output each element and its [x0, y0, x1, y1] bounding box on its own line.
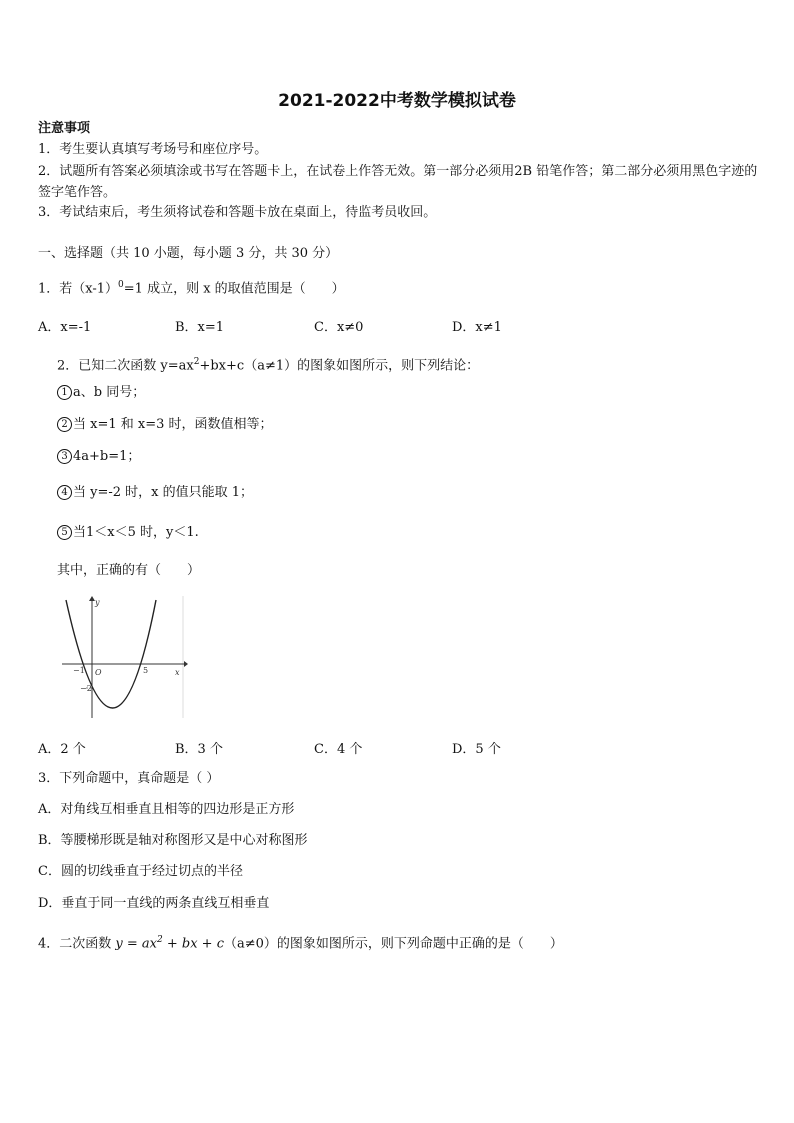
q2-option-a[interactable]: A．2 个: [38, 742, 86, 757]
q2-stem-b: +bx+c（a≠1）的图象如图所示，则下列结论：: [199, 358, 480, 374]
q4-formula-a: y = ax: [115, 936, 157, 952]
q2-statement-3-text: 4a+b=1；: [73, 449, 141, 464]
notice-item-3: 3．考试结束后，考生须将试卷和答题卡放在桌面上，待监考员收回。: [38, 205, 437, 220]
q3-option-c[interactable]: C．圆的切线垂直于经过切点的半径: [38, 864, 243, 879]
label-neg2: −2: [80, 684, 92, 693]
q2-statement-5-text: 当1＜x＜5 时，y＜1.: [73, 525, 199, 540]
question-1-stem: [38, 275, 345, 299]
q1-option-a[interactable]: A．x=-1: [38, 320, 92, 335]
q2-statement-1-text: a、b 同号；: [73, 385, 146, 400]
label-five: 5: [143, 666, 149, 675]
q1-option-c[interactable]: C．x≠0: [314, 320, 364, 335]
q2-statement-4: [57, 483, 253, 503]
q3-option-d[interactable]: D．垂直于同一直线的两条直线互相垂直: [38, 896, 270, 911]
q2-statement-3: [57, 447, 140, 467]
label-origin: O: [95, 668, 102, 677]
q2-statement-1: [57, 383, 145, 403]
notice-item-1: 1．考生要认真填写考场号和座位序号。: [38, 142, 268, 157]
parabola-graph: [60, 594, 190, 720]
q2-exponent: 2: [193, 357, 200, 367]
circled-number-4: 4: [57, 485, 72, 500]
section-heading: 一、选择题（共 10 小题，每小题 3 分，共 30 分）: [38, 246, 339, 261]
q2-statement-4-text: 当 y=-2 时，x 的值只能取 1；: [73, 485, 254, 500]
circled-number-5: 5: [57, 525, 72, 540]
q2-ask: 其中，正确的有（ ）: [57, 563, 201, 578]
q4-stem-b: （a≠0）的图象如图所示，则下列命题中正确的是（ ）: [223, 936, 563, 952]
q3-option-b[interactable]: B．等腰梯形既是轴对称图形又是中心对称图形: [38, 833, 308, 848]
label-neg1: −1: [73, 666, 85, 675]
q1-option-d[interactable]: D．x≠1: [452, 320, 502, 335]
q1-stem-b: =1 成立，则 x 的取值范围是（ ）: [123, 281, 345, 297]
q4-stem-a: 4．二次函数: [38, 936, 116, 952]
q2-statement-2: [57, 415, 273, 435]
q1-exponent: 0: [118, 280, 124, 290]
notice-heading: 注意事项: [38, 121, 91, 136]
q3-option-a[interactable]: A．对角线互相垂直且相等的四边形是正方形: [38, 802, 295, 817]
q1-stem-a: 1．若（x-1）: [38, 281, 119, 297]
q2-option-c[interactable]: C．4 个: [314, 742, 363, 757]
q2-statement-2-text: 当 x=1 和 x=3 时，函数值相等；: [73, 417, 273, 432]
circled-number-3: 3: [57, 449, 72, 464]
question-4-stem: [38, 930, 563, 954]
label-x: x: [175, 668, 180, 677]
q4-formula-exponent: 2: [157, 935, 163, 945]
notice-item-2: 2．试题所有答案必须填涂或书写在答题卡上，在试卷上作答无效。第一部分必须用2B 铅笔作答；第二部分必须用黑色字迹的签字笔作答。: [38, 164, 758, 200]
page-title: 2021-2022中考数学模拟试卷: [278, 91, 516, 111]
q2-stem-a: 2．已知二次函数 y=ax: [57, 358, 194, 374]
circled-number-1: 1: [57, 385, 72, 400]
label-y: y: [95, 598, 100, 607]
question-2-stem: [57, 352, 479, 376]
q2-statement-5: [57, 523, 199, 543]
q2-option-d[interactable]: D．5 个: [452, 742, 501, 757]
q2-option-b[interactable]: B．3 个: [175, 742, 223, 757]
x-axis-arrow: [184, 661, 188, 667]
circled-number-2: 2: [57, 417, 72, 432]
q4-formula-b: + bx + c: [162, 936, 224, 952]
question-3-stem: 3．下列命题中，真命题是（ ）: [38, 771, 220, 786]
q1-option-b[interactable]: B．x=1: [175, 320, 225, 335]
